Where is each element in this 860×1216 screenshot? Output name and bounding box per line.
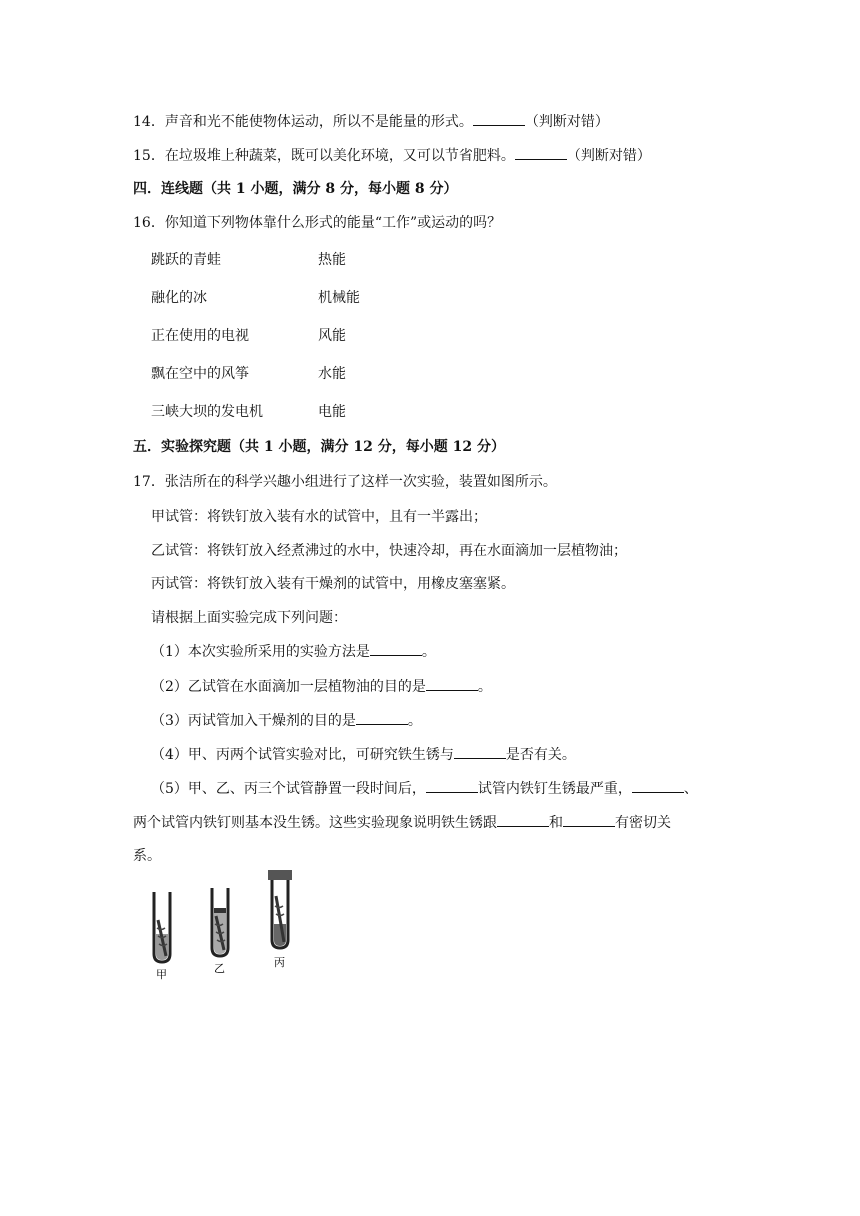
answer-blank[interactable] bbox=[426, 778, 478, 793]
match-right-item[interactable]: 电能 bbox=[318, 404, 346, 420]
tube-a-description: 甲试管：将铁钉放入装有水的试管中，且有一半露出； bbox=[151, 509, 487, 525]
test-tube-b bbox=[212, 888, 228, 956]
sub-question-text: 和 bbox=[549, 815, 563, 831]
sub-question-5-continued bbox=[133, 812, 671, 833]
answer-blank[interactable] bbox=[426, 676, 478, 691]
question-number: 16． bbox=[133, 215, 165, 231]
match-left-item[interactable]: 跳跃的青蛙 bbox=[151, 252, 221, 268]
question-text: 你知道下列物体靠什么形式的能量“工作”或运动的吗？ bbox=[164, 215, 502, 231]
section-heading-5: 五．实验探究题（共 1 小题，满分 12 分，每小题 12 分） bbox=[133, 439, 505, 455]
question-text: 张洁所在的科学兴趣小组进行了这样一次实验，装置如图所示。 bbox=[164, 474, 557, 490]
question-text: 在垃圾堆上种蔬菜，既可以美化环境，又可以节省肥料。 bbox=[164, 148, 515, 164]
sub-question-text: 。 bbox=[421, 644, 436, 660]
sub-question-text: （3）丙试管加入干燥剂的目的是 bbox=[151, 713, 356, 729]
sub-question-5-end: 系。 bbox=[133, 848, 161, 864]
sub-question-text: （1）本次实验所采用的实验方法是 bbox=[151, 644, 370, 660]
match-left-item[interactable]: 融化的冰 bbox=[151, 290, 207, 306]
sub-question-text: （4）甲、丙两个试管实验对比，可研究铁生锈与 bbox=[151, 747, 454, 763]
sub-question-5 bbox=[151, 778, 698, 799]
sub-question-text: 有密切关 bbox=[615, 815, 671, 831]
sub-question-3 bbox=[151, 710, 422, 731]
tube-label-b: 乙 bbox=[214, 962, 225, 975]
answer-blank[interactable] bbox=[370, 641, 422, 656]
question-15 bbox=[133, 145, 651, 166]
answer-blank[interactable] bbox=[515, 145, 567, 160]
sub-question-text: 试管内铁钉生锈最严重， bbox=[477, 781, 632, 797]
sub-question-text: 是否有关。 bbox=[505, 747, 576, 763]
test-tube-a bbox=[154, 892, 170, 962]
section-heading-4: 四．连线题（共 1 小题，满分 8 分，每小题 8 分） bbox=[133, 181, 458, 197]
test-tube-figure bbox=[140, 862, 315, 987]
answer-blank[interactable] bbox=[563, 812, 615, 827]
question-16 bbox=[133, 213, 501, 233]
sub-question-text: 两个试管内铁钉则基本没生锈。这些实验现象说明铁生锈跟 bbox=[133, 815, 497, 831]
question-14 bbox=[133, 111, 609, 132]
question-text: 声音和光不能使物体运动，所以不是能量的形式。 bbox=[164, 114, 473, 130]
sub-question-1 bbox=[151, 641, 436, 662]
match-left-item[interactable]: 正在使用的电视 bbox=[151, 328, 249, 344]
answer-blank[interactable] bbox=[473, 111, 525, 126]
match-left-item[interactable]: 三峡大坝的发电机 bbox=[151, 404, 263, 420]
question-number: 17． bbox=[133, 474, 165, 490]
sub-question-text: 、 bbox=[683, 781, 698, 797]
match-left-item[interactable]: 飘在空中的风筝 bbox=[151, 366, 249, 382]
question-17 bbox=[133, 472, 557, 492]
test-tubes-illustration bbox=[140, 862, 315, 987]
sub-questions-prompt: 请根据上面实验完成下列问题： bbox=[151, 610, 347, 626]
answer-blank[interactable] bbox=[632, 778, 684, 793]
sub-question-text: （5）甲、乙、丙三个试管静置一段时间后， bbox=[151, 781, 426, 797]
match-right-item[interactable]: 水能 bbox=[318, 366, 346, 382]
answer-blank[interactable] bbox=[356, 710, 408, 725]
sub-question-4 bbox=[151, 744, 576, 765]
question-suffix: （判断对错） bbox=[524, 114, 609, 130]
question-number: 14． bbox=[133, 114, 165, 130]
test-tube-c bbox=[268, 870, 292, 948]
tube-label-c: 丙 bbox=[274, 956, 285, 969]
question-number: 15． bbox=[133, 148, 165, 164]
tube-c-description: 丙试管：将铁钉放入装有干燥剂的试管中，用橡皮塞塞紧。 bbox=[151, 576, 515, 592]
match-right-item[interactable]: 热能 bbox=[318, 252, 346, 268]
sub-question-text: 。 bbox=[407, 713, 422, 729]
answer-blank[interactable] bbox=[454, 744, 506, 759]
sub-question-2 bbox=[151, 676, 492, 697]
question-suffix: （判断对错） bbox=[566, 148, 651, 164]
tube-label-a: 甲 bbox=[156, 968, 167, 981]
sub-question-text: 。 bbox=[477, 679, 492, 695]
answer-blank[interactable] bbox=[497, 812, 549, 827]
match-right-item[interactable]: 风能 bbox=[318, 328, 346, 344]
match-right-item[interactable]: 机械能 bbox=[318, 290, 360, 306]
sub-question-text: （2）乙试管在水面滴加一层植物油的目的是 bbox=[151, 679, 426, 695]
tube-b-description: 乙试管：将铁钉放入经煮沸过的水中，快速冷却，再在水面滴加一层植物油； bbox=[151, 543, 627, 559]
